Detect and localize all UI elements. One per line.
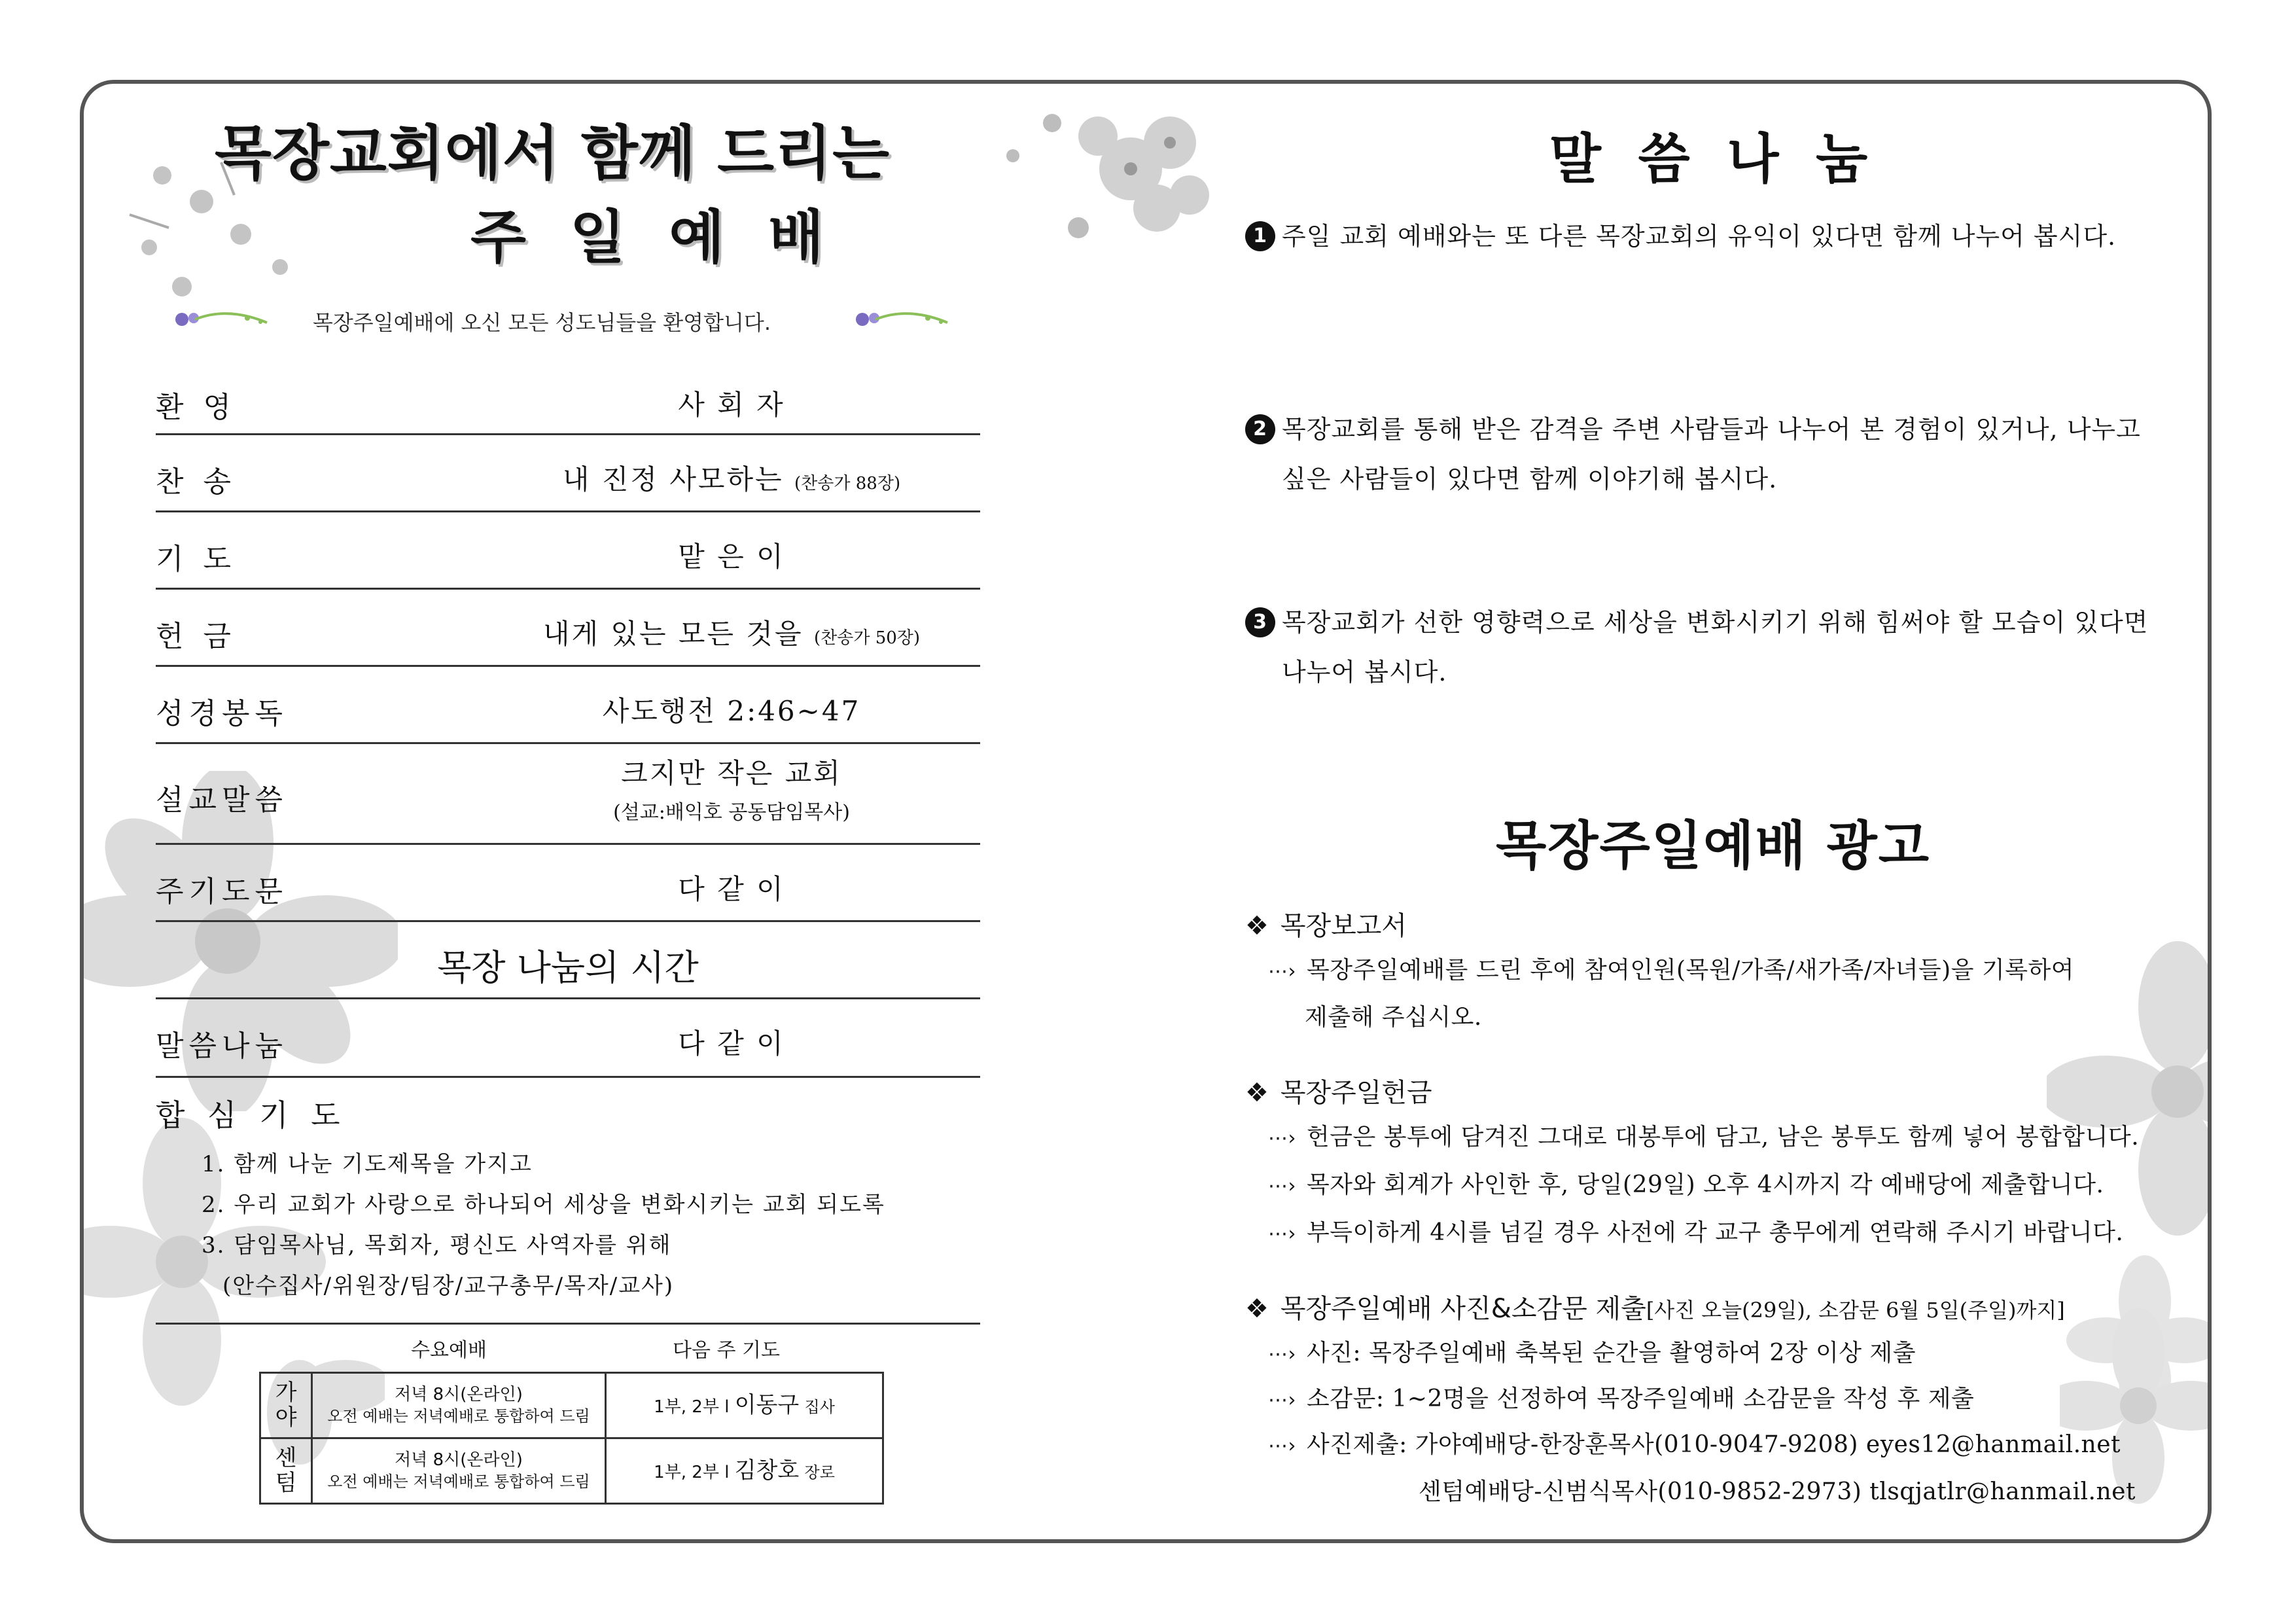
order-note: (찬송가 50장) — [813, 628, 921, 648]
diamond-bullet-icon: ❖ — [1245, 1078, 1269, 1108]
schedule-table — [259, 1372, 884, 1505]
list-item: 2. 우리 교회가 사랑으로 하나되어 세상을 변화시키는 교회 되도록 — [202, 1192, 885, 1218]
announcement-heading: ❖ 목장보고서 — [1245, 911, 1407, 941]
bulletin-title: 목장교회에서 함께 드리는 — [215, 119, 891, 188]
list-item: 3. 담임목사님, 목회자, 평신도 사역자를 위해 — [202, 1232, 672, 1258]
table-row — [260, 1438, 883, 1504]
order-value: 사 회 자 — [678, 389, 785, 421]
wednesday-cell: 저녁 8시(온라인) 오전 예배는 저녁예배로 통합하여 드림 — [312, 1373, 606, 1438]
arrow-icon: ⋯› — [1268, 1389, 1296, 1412]
order-label: 성경봉독 — [156, 697, 289, 730]
announcement-title: 목장주일예배 광고 — [1495, 815, 1931, 876]
order-note: (찬송가 88장) — [794, 474, 901, 493]
order-label: 주기도문 — [156, 875, 289, 908]
announcement-item: ⋯› 헌금은 봉투에 담겨진 그대로 대봉투에 담고, 남은 봉투도 함께 넣어 봉합합니다. — [1268, 1124, 2140, 1150]
sharing-title: 목장 나눔의 시간 — [437, 947, 699, 988]
announcement-item: ⋯› 목자와 회계가 사인한 후, 당일(29일) 오후 4시까지 각 예배당에 제출합니다. — [1268, 1171, 2104, 1198]
announcement-item: ⋯› 목장주일예배를 드린 후에 참여인원(목원/가족/새가족/자녀들)을 기록하여 제출해 주십시오. — [1268, 957, 2075, 1031]
discussion-question: 1 주일 교회 예배와는 또 다른 목장교회의 유익이 있다면 함께 나누어 봅시다. — [1245, 211, 2212, 261]
order-label: 헌 금 — [156, 620, 236, 653]
announcement-item: ⋯› 소감문: 1~2명을 선정하여 목장주일예배 소감문을 작성 후 제출 — [1268, 1385, 1975, 1412]
wednesday-worship-heading: 수요예배 — [411, 1339, 487, 1362]
arrow-icon: ⋯› — [1268, 1435, 1296, 1457]
worship-order-row — [156, 359, 980, 435]
diamond-bullet-icon: ❖ — [1245, 1294, 1269, 1324]
number-badge-icon: 2 — [1245, 414, 1275, 444]
list-item: (안수집사/위원장/팀장/교구총무/목자/교사) — [222, 1273, 675, 1299]
order-value: 다 같 이 — [678, 1027, 785, 1060]
announcement-heading: ❖ 목장주일헌금 — [1245, 1078, 1432, 1108]
prayer-title: 합 심 기 도 — [156, 1097, 347, 1133]
worship-order-row — [156, 742, 980, 845]
order-label: 환 영 — [156, 391, 236, 424]
worship-order-row — [156, 588, 980, 667]
order-value: 크지만 작은 교회 (설교:배익호 공동담임목사) — [483, 754, 980, 832]
arrow-icon: ⋯› — [1268, 960, 1296, 983]
order-value: 내 진정 사모하는 (찬송가 88장) — [562, 463, 901, 495]
order-value: 내게 있는 모든 것을 (찬송가 50장) — [542, 618, 921, 650]
worship-order-row — [156, 433, 980, 512]
page-title: 말 씀 나 눔 — [1549, 128, 1877, 190]
announcement-item: ⋯› 사진: 목장주일예배 축복된 순간을 촬영하여 2장 이상 제출 — [1268, 1340, 1916, 1366]
arrow-icon: ⋯› — [1268, 1127, 1296, 1150]
arrow-icon: ⋯› — [1268, 1175, 1296, 1198]
order-label: 기 도 — [156, 543, 236, 576]
worship-order-row — [156, 510, 980, 590]
announcement-heading: ❖ 목장주일예배 사진&소감문 제출[사진 오늘(29일), 소감문 6월 5일(주일)까지] — [1245, 1294, 2065, 1324]
flower-sprig-icon — [849, 300, 954, 339]
order-label: 말씀나눔 — [156, 1029, 289, 1063]
church-name: 가 야 — [260, 1373, 312, 1438]
worship-order-row — [156, 665, 980, 744]
number-badge-icon: 3 — [1245, 607, 1275, 637]
next-week-prayer-heading: 다음 주 기도 — [673, 1339, 780, 1362]
list-item: 1. 함께 나눈 기도제목을 가지고 — [202, 1151, 533, 1177]
bulletin-subtitle: 주 일 예 배 — [470, 204, 836, 271]
divider — [156, 1323, 980, 1325]
order-value: 맡 은 이 — [678, 541, 785, 573]
church-name: 센 텀 — [260, 1438, 312, 1504]
arrow-icon: ⋯› — [1268, 1343, 1296, 1366]
number-badge-icon: 1 — [1245, 221, 1275, 251]
wednesday-cell: 저녁 8시(온라인) 오전 예배는 저녁예배로 통합하여 드림 — [312, 1438, 606, 1504]
prayer-leader-cell: 1부, 2부 l 김창호 장로 — [606, 1438, 883, 1504]
discussion-question: 2 목장교회를 통해 받은 감격을 주변 사람들과 나누어 본 경험이 있거나, 나누고 싶은 사람들이 있다면 함께 이야기해 봅시다. — [1245, 404, 2212, 504]
order-note: (설교:배익호 공동담임목사) — [613, 801, 850, 824]
worship-order-row — [156, 843, 980, 922]
order-label: 설교말씀 — [156, 783, 289, 817]
order-value: 다 같 이 — [678, 873, 785, 905]
table-row — [260, 1373, 883, 1438]
worship-order-row — [156, 997, 980, 1078]
arrow-icon: ⋯› — [1268, 1222, 1296, 1245]
prayer-leader-cell: 1부, 2부 l 이동구 집사 — [606, 1373, 883, 1438]
diamond-bullet-icon: ❖ — [1245, 911, 1269, 941]
order-value: 사도행전 2:46~47 — [602, 695, 861, 727]
announcement-item: ⋯› 사진제출: 가야예배당-한장훈목사(010-9047-9208) eyes12@hanmail.net 센텀예배당-신범식목사(010-9852-2973) tlsqjatlr@hanmail.net — [1268, 1422, 2212, 1515]
welcome-text: 목장주일예배에 오신 모든 성도님들을 환영합니다. — [312, 310, 771, 335]
order-label: 찬 송 — [156, 465, 236, 499]
sharing-section — [156, 920, 980, 999]
contact-line: 센텀예배당-신범식목사(010-9852-2973) tlsqjatlr@hanmail.net — [1419, 1478, 2136, 1505]
bulletin-frame — [80, 80, 2212, 1543]
announcement-item: ⋯› 부득이하게 4시를 넘길 경우 사전에 각 교구 총무에게 연락해 주시기 바랍니다. — [1268, 1219, 2124, 1246]
prayer-list — [202, 1144, 885, 1306]
discussion-question: 3 목장교회가 선한 영향력으로 세상을 변화시키기 위해 힘써야 할 모습이 있다면 나누어 봅시다. — [1245, 597, 2212, 697]
